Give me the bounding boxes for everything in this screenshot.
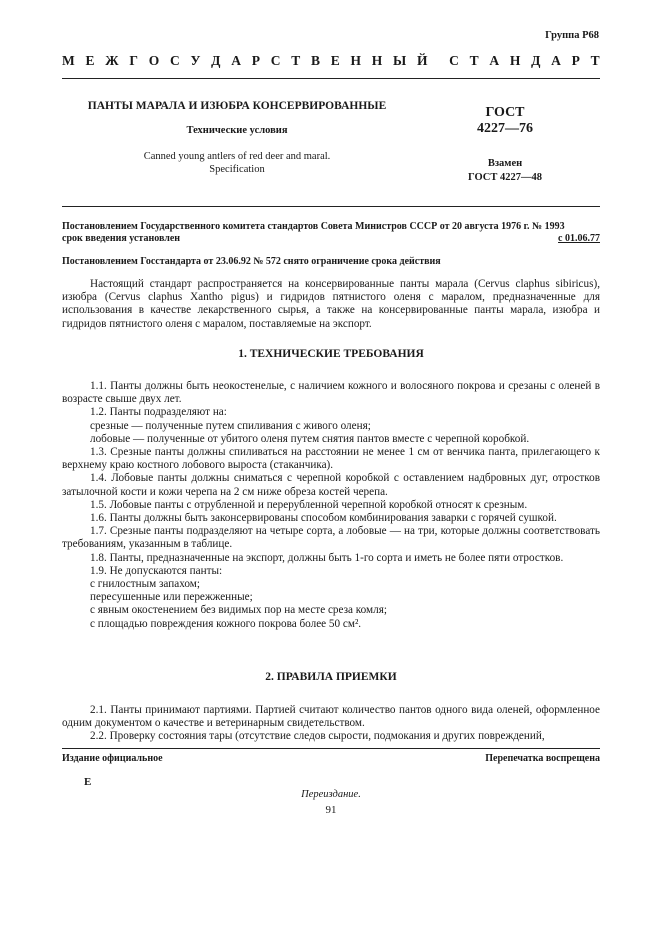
heading-letter: А [489,53,500,68]
effective-date: с 01.06.77 [558,233,600,244]
clause-2-2: 2.2. Проверку состояния тары (отсутствие следов сырости, подмокания и других повреждений, [90,730,545,743]
official-edition-label: Издание официальное [62,753,163,764]
heading-letter: Д [531,53,541,68]
clause-2-1: 2.1. Панты принимают партиями. Партией считают количество пантов одного вида оленей, оформленное одним документом о качестве и ветеринарным свидетельством. [62,704,600,730]
heading-letter: А [551,53,561,68]
intro-paragraph [62,278,600,331]
decree-block [62,221,600,245]
title-block-rule [62,206,600,207]
clause-1-9: 1.9. Не допускаются панты: [90,564,223,577]
gost-replaces [430,157,580,185]
clause-1-2: 1.2. Панты подразделяют на: [90,406,227,419]
english-title-line: Specification [209,164,265,175]
gost-number: 4227—76 [477,121,533,136]
effective-date-label: срок введения установлен [62,233,181,244]
section-1-title: 1. ТЕХНИЧЕСКИЕ ТРЕБОВАНИЯ [238,348,424,360]
clause-1-1: 1.1. Панты должны быть неокостенелые, с наличием кожного и волосяного покрова и срезаны с оленей в возрасте свыше двух лет. [62,380,600,406]
group-code: Группа Р68 [545,30,599,41]
heading-letter: Г [129,53,138,68]
intro-text: Настоящий стандарт распространяется на консервированные панты марала (Cervus claphus sibiricus), изюбра (Cervus claphus Xantho pigus) и гидридов пятнистого оленя с маралом, предназначенные для использования в качестве лекарственного сырья, а также на консервированные панты марала, изюбра и гидридов пятнистого оленя с маралом, поставляемые на экспорт. [62,278,600,330]
gost-designation [430,105,580,137]
decree-limit-removed: Постановлением Госстандарта от 23.06.92 № 572 снято ограничение срока действия [62,256,441,267]
header-rule [62,78,600,79]
heading-letter: В [310,53,320,68]
footer-row [62,753,600,764]
clause-1-9-item: с явным окостенением без видимых пор на месте среза комля; [90,604,387,617]
standard-title: ПАНТЫ МАРАЛА И ИЗЮБРА КОНСЕРВИРОВАННЫЕ [87,100,387,112]
clause-1-7: 1.7. Срезные панты подразделяют на четыре сорта, а лобовые — на три, которые должны соответствовать требованиям, указанным в таблице. [62,525,600,551]
gost-label: ГОСТ [485,105,525,120]
reprint-note: Переиздание. [301,789,361,800]
heading-letter: Ж [105,53,119,68]
heading-letter: Т [469,53,479,68]
clause-1-9-item: с гнилостным запахом; [90,578,200,591]
heading-letter: Р [251,53,260,68]
footer-rule [62,748,600,749]
heading-letter: У [190,53,201,68]
clause-1-8: 1.8. Панты, предназначенные на экспорт, должны быть 1-го сорта и иметь не более пяти отростков. [90,551,564,564]
clause-1-5: 1.5. Лобовые панты с отрубленной и перерубленной черепной коробкой относят к срезным. [90,498,528,511]
heading-letter: Т [590,53,600,68]
heading-letter: С [169,53,180,68]
clause-1-6: 1.6. Панты должны быть законсервированы способом комбинирования заварки с горячей сушкой. [90,512,557,525]
standard-subtitle: Технические условия [186,125,288,136]
heading-letter: Д [211,53,221,68]
clause-1-4: 1.4. Лобовые панты должны сниматься с черепной коробкой с оставлением надбровных дуг, отростков затылочной кости и кожи черепа на 2 см ниже обреза костей черепа. [62,472,600,498]
section-1-body [62,380,600,631]
replaces-number: ГОСТ 4227—48 [468,172,542,183]
section-2-title: 2. ПРАВИЛА ПРИЕМКИ [265,671,397,683]
replaces-label: Взамен [487,158,523,169]
section-2-body [62,704,600,744]
heading-letter: Н [371,53,383,68]
english-title [62,150,412,176]
heading-letter: М [62,53,75,68]
clause-1-3: 1.3. Срезные панты должны спиливаться на расстоянии не менее 1 см от венчика панта, прилегающего к верхнему краю костного лобового выроста (стаканчика). [62,446,600,472]
effective-date-row [62,233,600,245]
clause-1-2-item: срезные — полученные путем спиливания с живого оленя; [90,419,371,432]
page-number: 91 [325,804,337,816]
heading-letter: Ы [393,53,407,68]
clause-1-2-item: лобовые — полученные от убитого оленя путем снятия пантов вместе с черепной коробкой. [90,432,530,445]
heading-letter: Н [350,53,362,68]
decree-line: Постановлением Государственного комитета стандартов Совета Министров СССР от 20 августа 1976 г. № 1993 [62,221,565,232]
heading-letter: Т [291,53,301,68]
heading-letter: Н [509,53,521,68]
clause-1-9-item: пересушенные или пережженные; [90,591,253,604]
reprint-prohibited-label: Перепечатка воспрещена [485,753,600,764]
heading-letter: С [270,53,281,68]
heading-letter: С [449,53,459,68]
heading-letter: Р [571,53,580,68]
heading-letter: О [148,53,160,68]
english-title-line: Canned young antlers of red deer and maral. [143,151,331,162]
heading-letter: Е [330,53,340,68]
interstate-standard-heading [62,53,600,69]
heading-letter: Й [417,53,428,68]
heading-letter: Е [85,53,95,68]
heading-letter: А [231,53,241,68]
edition-mark: Е [84,776,92,788]
clause-1-9-item: с площадью повреждения кожного покрова более 50 см². [90,617,362,630]
